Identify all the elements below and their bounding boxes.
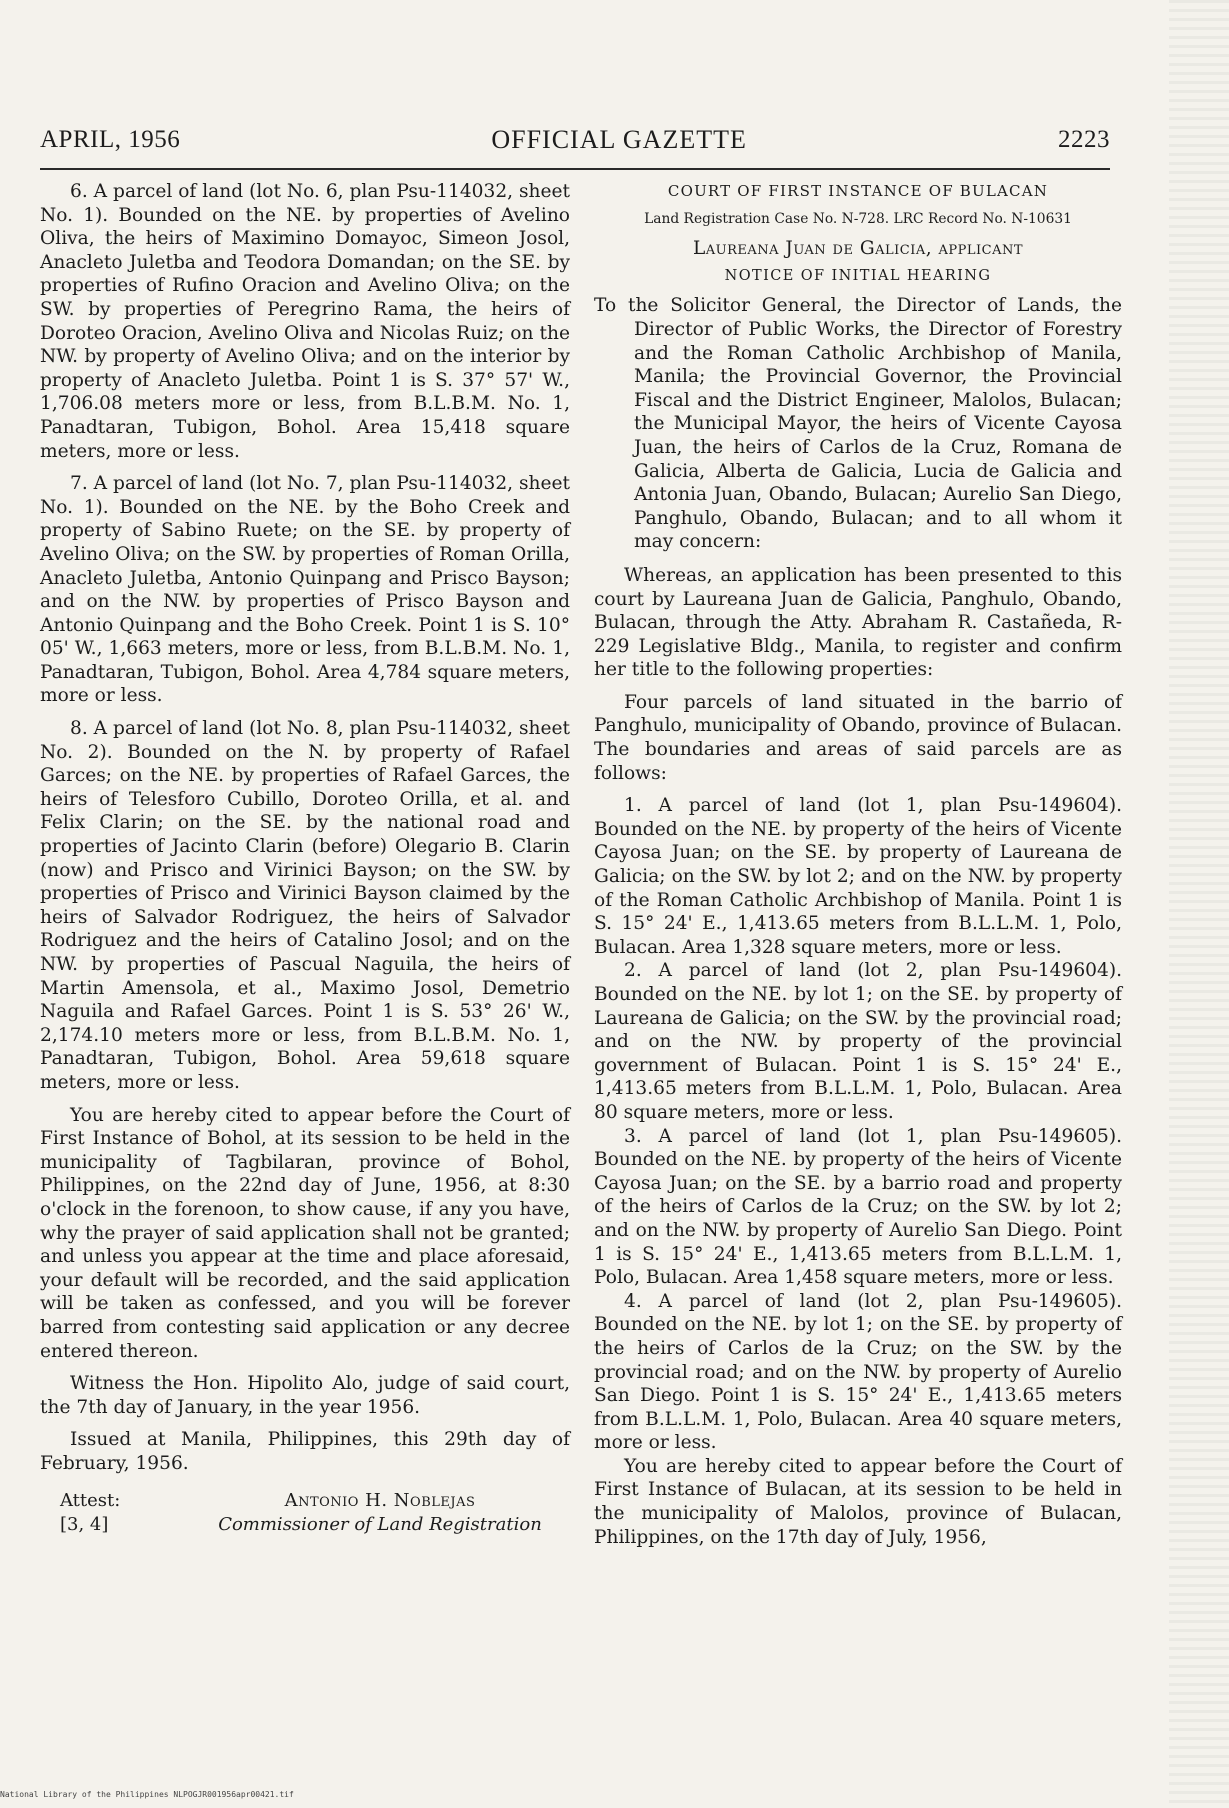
header-date: APRIL, 1956 [40,126,181,153]
parcels-intro-paragraph: Four parcels of land situated in the barrio of Panghulo, municipality of Obando, province of Bulacan. The boundaries and areas of said parcels are as follows: [594,691,1122,784]
header-rule [40,168,1110,170]
left-column [40,180,570,1537]
witness-paragraph: Witness the Hon. Hipolito Alo, judge of said court, the 7th day of January, in the year 1956. [40,1373,570,1418]
page-number: 2223 [1058,126,1110,153]
signatory-name: Antonio H. Noblejas [284,1490,476,1512]
parcel-6-paragraph: 6. A parcel of land (lot No. 6, plan Psu-114032, sheet No. 1). Bounded on the NE. by properties of Avelino Oliva, the heirs of Maximino Domayoc, Simeon Josol, Anacleto Juletba and Teodora Domandan; on the SE. by properties of Rufino Oracion and Avelino Oliva; on the SW. by properties of Peregrino Rama, the heirs of Doroteo Oracion, Avelino Oliva and Nicolas Ruiz; on the NW. by property of Avelino Oliva; and on the interior by property of Anacleto Juletba. Point 1 is S. 37° 57' W., 1,706.08 meters more or less, from B.L.B.M. No. 1, Panadtaran, Tubigon, Bohol. Area 15,418 square meters, more or less. [40,181,570,462]
applicant-heading: Laureana Juan de Galicia, applicant [692,238,1024,260]
attest-label: Attest: [60,1490,121,1512]
bohol-citation-paragraph: You are hereby cited to appear before the Court of First Instance of Bohol, at its session to be held in the municipality of Tagbilaran, province of Bohol, Philippines, on the 22nd day of June, 1956, at 8:30 o'clock in the forenoon, to show cause, if any you have, why the prayer of said application shall not be granted; and unless you appear at the time and place aforesaid, your default will be recorded, and the said application will be taken as confessed, and you will be forever barred from contesting said application or any decree entered thereon. [40,1104,570,1362]
signatory-title: Commissioner of Land Registration [218,1514,542,1536]
court-heading: COURT OF FIRST INSTANCE OF BULACAN [667,182,1049,200]
parcel-7-paragraph: 7. A parcel of land (lot No. 7, plan Psu-114032, sheet No. 1). Bounded on the NE. by the Boho Creek and property of Sabino Ruete; on the SE. by property of Avelino Oliva; on the SW. by properties of Roman Orilla, Anacleto Juletba, Antonio Quinpang and Prisco Bayson; and on the NW. by properties of Prisco Bayson and Antonio Quinpang and the Boho Creek. Point 1 is S. 10° 05' W., 1,663 meters, more or less, from B.L.B.M. No. 1, Panadtaran, Tubigon, Bohol. Area 4,784 square meters, more or less. [40,473,570,707]
attest-reference: [3, 4] [60,1514,109,1536]
right-column [594,180,1122,1549]
parcel-2-paragraph: 2. A parcel of land (lot 2, plan Psu-149604). Bounded on the NE. by lot 1; on the SE. by property of Laureana de Galicia; on the SW. by the provincial road; and on the NW. by property of the provincial government of Bulacan. Point 1 is S. 15° 24' E., 1,413.65 meters from B.L.L.M. 1, Polo, Bulacan. Area 80 square meters, more or less. [594,960,1122,1123]
signatory-block [190,1489,570,1537]
addressees-paragraph: To the Solicitor General, the Director of Lands, the Director of Public Works, the Director of Forestry and the Roman Catholic Archbishop of Manila, Manila; the Provincial Governor, the Provincial Fiscal and the District Engineer, Malolos, Bulacan; the Municipal Mayor, the heirs of Vicente Cayosa Juan, the heirs of Carlos de la Cruz, Romana de Galicia, Alberta de Galicia, Lucia de Galicia and Antonia Juan, Obando, Bulacan; Aurelio San Diego, Panghulo, Obando, Bulacan; and to all whom it may concern: [594,295,1122,553]
case-number-line: Land Registration Case No. N-728. LRC Record No. N-10631 [644,210,1072,227]
scan-noise-edge [1169,0,1229,1808]
whereas-paragraph: Whereas, an application has been presented to this court by Laureana Juan de Galicia, Panghulo, Obando, Bulacan, through the Atty. Abraham R. Castañeda, R-229 Legislative Bldg., Manila, to register and confirm her title to the following properties: [594,564,1122,681]
issued-paragraph: Issued at Manila, Philippines, this 29th day of February, 1956. [40,1429,570,1474]
parcel-8-paragraph: 8. A parcel of land (lot No. 8, plan Psu-114032, sheet No. 2). Bounded on the N. by property of Rafael Garces; on the NE. by properties of Rafael Garces, the heirs of Telesforo Cubillo, Doroteo Orilla, et al. and Felix Clarin; on the SE. by the national road and properties of Jacinto Clarin (before) Olegario B. Clarin (now) and Prisco and Virinici Bayson; on the SW. by properties of Prisco and Virinici Bayson claimed by the heirs of Salvador Rodriguez, the heirs of Salvador Rodriguez and the heirs of Catalino Josol; and on the NW. by properties of Pascual Naguila, the heirs of Martin Amensola, et al., Maximo Josol, Demetrio Naguila and Rafael Garces. Point 1 is S. 53° 26' W., 2,174.10 meters more or less, from B.L.B.M. No. 1, Panadtaran, Tubigon, Bohol. Area 59,618 square meters, more or less. [40,718,570,1093]
parcel-3-paragraph: 3. A parcel of land (lot 1, plan Psu-149605). Bounded on the NE. by property of the heirs of Vicente Cayosa Juan; on the SE. by a barrio road and property of the heirs of Carlos de la Cruz; on the SW. by lot 2; and on the NW. by property of Aurelio San Diego. Point 1 is S. 15° 24' E., 1,413.65 meters from B.L.L.M. 1, Polo, Bulacan. Area 1,458 square meters, more or less. [594,1125,1122,1289]
bulacan-citation-paragraph: You are hereby cited to appear before the Court of First Instance of Bulacan, at its session to be held in the municipality of Malolos, province of Bulacan, Philippines, on the 17th day of July, 1956, [594,1455,1122,1548]
publication-title: OFFICIAL GAZETTE [491,125,747,154]
parcel-1-paragraph: 1. A parcel of land (lot 1, plan Psu-149604). Bounded on the NE. by property of the heirs of Vicente Cayosa Juan; on the SE. by property of Laureana de Galicia; on the SW. by lot 2; and on the NW. by property of the Roman Catholic Archbishop of Manila. Point 1 is S. 15° 24' E., 1,413.65 meters from B.L.L.M. 1, Polo, Bulacan. Area 1,328 square meters, more or less. [594,795,1122,958]
parcel-4-paragraph: 4. A parcel of land (lot 2, plan Psu-149605). Bounded on the NE. by lot 1; on the SE. by property of the heirs of Carlos de la Cruz; on the SW. by the provincial road; and on the NW. by property of Aurelio San Diego. Point 1 is S. 15° 24' E., 1,413.65 meters from B.L.L.M. 1, Polo, Bulacan. Area 40 square meters, more or less. [594,1290,1122,1454]
notice-heading: NOTICE OF INITIAL HEARING [724,267,992,284]
attest-block [40,1489,570,1537]
attest-left [40,1489,120,1537]
page-header [40,120,1110,160]
scan-footer: National Library of the Philippines NLPOGJR001956apr00421.tif [0,1790,294,1799]
